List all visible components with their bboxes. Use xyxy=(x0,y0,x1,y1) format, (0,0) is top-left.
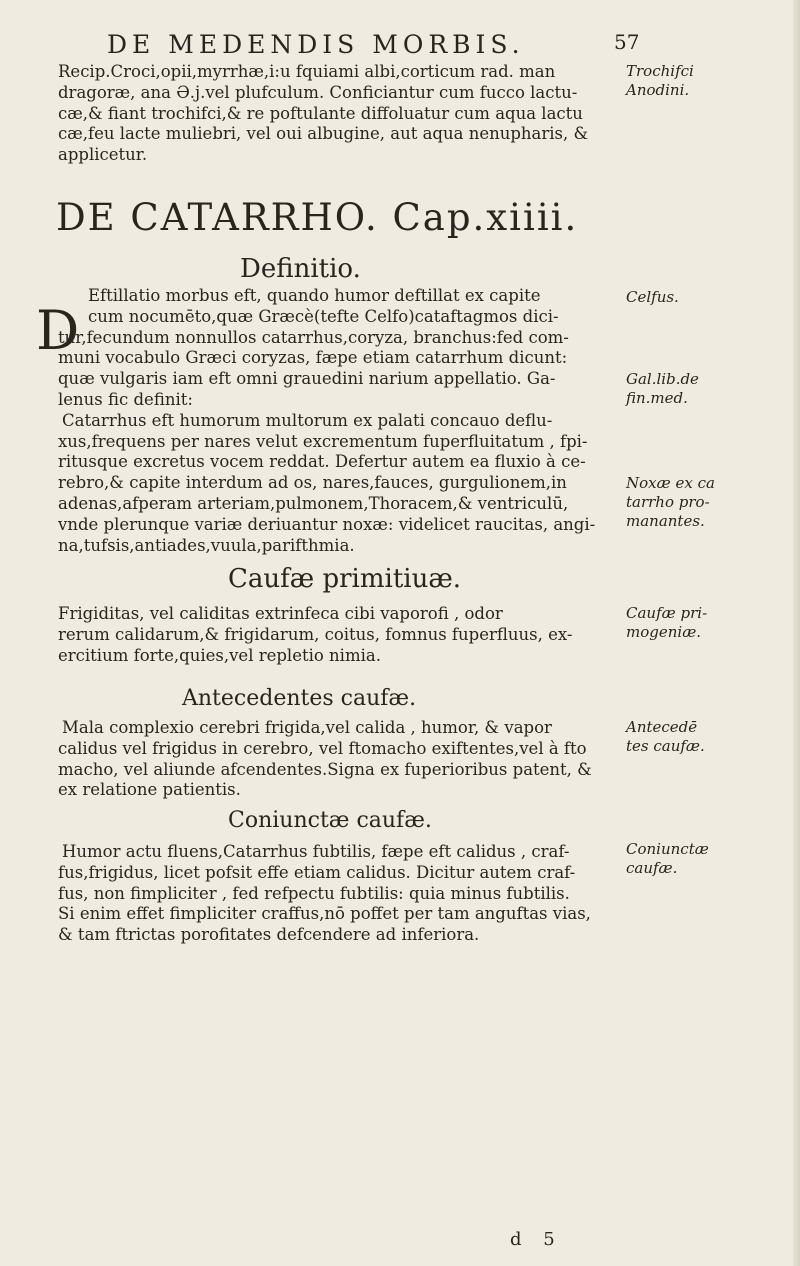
margin-note-trochifci xyxy=(626,62,694,100)
recipe-paragraph xyxy=(58,62,618,166)
primitiuae-heading: Caufæ primitiuæ. xyxy=(228,564,462,594)
text-line: muni vocabulo Græci coryzas, fæpe etiam catarrhum dicunt: xyxy=(58,348,568,368)
margin-note-primogeniae xyxy=(626,604,707,642)
drop-cap: D xyxy=(36,299,80,362)
text-line: fus,frigidus, licet pofsit effe etiam calidus. Dicitur autem craf- xyxy=(58,862,576,882)
page-edge xyxy=(793,0,800,1266)
margin-note-antecedentes xyxy=(626,718,705,756)
text-line: Mala complexio cerebri frigida,vel calida , humor, & vapor xyxy=(62,718,552,737)
text-line: cæ,feu lacte muliebri, vel oui albugine, aut aqua nenupharis, & xyxy=(58,124,589,144)
margin-note-line: Noxæ ex ca xyxy=(626,474,715,492)
text-line: cum nocumēto,quæ Græcè(tefte Celfo)cataftagmos dici- xyxy=(88,306,559,326)
margin-note-line: caufæ. xyxy=(626,859,678,877)
definitio-heading: Definitio. xyxy=(240,254,361,284)
text-line: na,tufsis,antiades,vuula,parifthmia. xyxy=(58,535,355,555)
text-line: rerum calidarum,& frigidarum, coitus, fomnus fuperfluus, ex- xyxy=(58,624,573,644)
margin-note-noxae xyxy=(626,474,715,531)
text-line: cæ,& fiant trochifci,& re poftulante diffoluatur cum aqua lactu xyxy=(58,103,583,123)
margin-note-line: tarrho pro- xyxy=(626,493,710,511)
text-line: & tam ftrictas porofitates defcendere ad inferiora. xyxy=(58,925,480,945)
text-line: xus,frequens per nares velut excrementum fuperfluitatum , fpi- xyxy=(58,431,588,451)
coniunctae-heading: Coniunctæ caufæ. xyxy=(228,808,432,833)
text-line: Eftillatio morbus eft, quando humor deftillat ex capite xyxy=(88,286,541,305)
text-line: ercitium forte,quies,vel repletio nimia. xyxy=(58,645,381,665)
margin-note-galenus xyxy=(626,370,699,408)
text-line: adenas,afperam arteriam,pulmonem,Thoracem,& ventriculū, xyxy=(58,493,569,513)
text-line: lenus fic definit: xyxy=(58,389,193,409)
margin-note-line: mogeniæ. xyxy=(626,623,702,641)
text-line: dragoræ, ana Ə.j.vel plufculum. Conficiantur cum fucco lactu- xyxy=(58,82,578,102)
text-line: quæ vulgaris iam eft omni grauedini narium appellatio. Ga- xyxy=(58,369,556,389)
text-line: Frigiditas, vel caliditas extrinfeca cibi vaporofi , odor xyxy=(58,604,503,623)
coniunctae-paragraph xyxy=(58,842,618,946)
antecedentes-heading: Antecedentes caufæ. xyxy=(182,686,417,711)
margin-note-line: Celfus. xyxy=(626,288,679,306)
margin-note-line: Gal.lib.de xyxy=(626,370,699,388)
text-line: applicetur. xyxy=(58,145,148,165)
text-line: macho, vel aliunde afcendentes.Signa ex fuperioribus patent, & xyxy=(58,759,592,779)
page-number: 57 xyxy=(614,30,640,54)
margin-note-line: Coniunctæ xyxy=(626,840,709,858)
text-line: Si enim effet fimpliciter craffus,nō poffet per tam anguftas vias, xyxy=(58,904,591,924)
text-line: Catarrhus eft humorum multorum ex palati concauo deflu- xyxy=(62,410,553,430)
antecedentes-paragraph xyxy=(58,718,618,801)
primitiuae-paragraph xyxy=(58,604,618,666)
margin-note-line: Trochifci xyxy=(626,62,694,80)
text-line: vnde plerunque variæ deriuantur noxæ: videlicet raucitas, angi- xyxy=(58,514,596,534)
chapter-title: DE CATARRHO. Cap.xiiii. xyxy=(56,196,579,239)
margin-note-line: fin.med. xyxy=(626,389,688,407)
text-line: calidus vel frigidus in cerebro, vel ftomacho exiftentes,vel à fto xyxy=(58,738,587,758)
margin-note-line: tes caufæ. xyxy=(626,737,705,755)
margin-note-line: Antecedē xyxy=(626,718,698,736)
text-line: tur,fecundum nonnullos catarrhus,coryza, branchus:fed com- xyxy=(58,327,569,347)
text-line: fus, non fimpliciter , fed refpectu fubtilis: quia minus fubtilis. xyxy=(58,883,570,903)
signature-mark: d 5 xyxy=(510,1229,563,1250)
text-line: Recip.Croci,opii,myrrhæ,i:u fquiami albi,corticum rad. man xyxy=(58,62,556,81)
margin-note-line: Anodini. xyxy=(626,81,690,99)
text-line: rebro,& capite interdum ad os, nares,fauces, gurgulionem,in xyxy=(58,473,567,493)
text-line: Humor actu fluens,Catarrhus fubtilis, fæpe eft calidus , craf- xyxy=(62,842,570,861)
margin-note-line: Caufæ pri- xyxy=(626,604,708,622)
text-line: ritusque excretus vocem reddat. Defertur autem ea fluxio à ce- xyxy=(58,452,586,472)
margin-note-coniunctae xyxy=(626,840,709,878)
definitio-paragraph xyxy=(58,286,618,556)
margin-note-line: manantes. xyxy=(626,512,705,530)
running-head: DE MEDENDIS MORBIS. xyxy=(107,30,525,59)
text-line: ex relatione patientis. xyxy=(58,780,241,800)
margin-note-celsus xyxy=(626,288,679,307)
